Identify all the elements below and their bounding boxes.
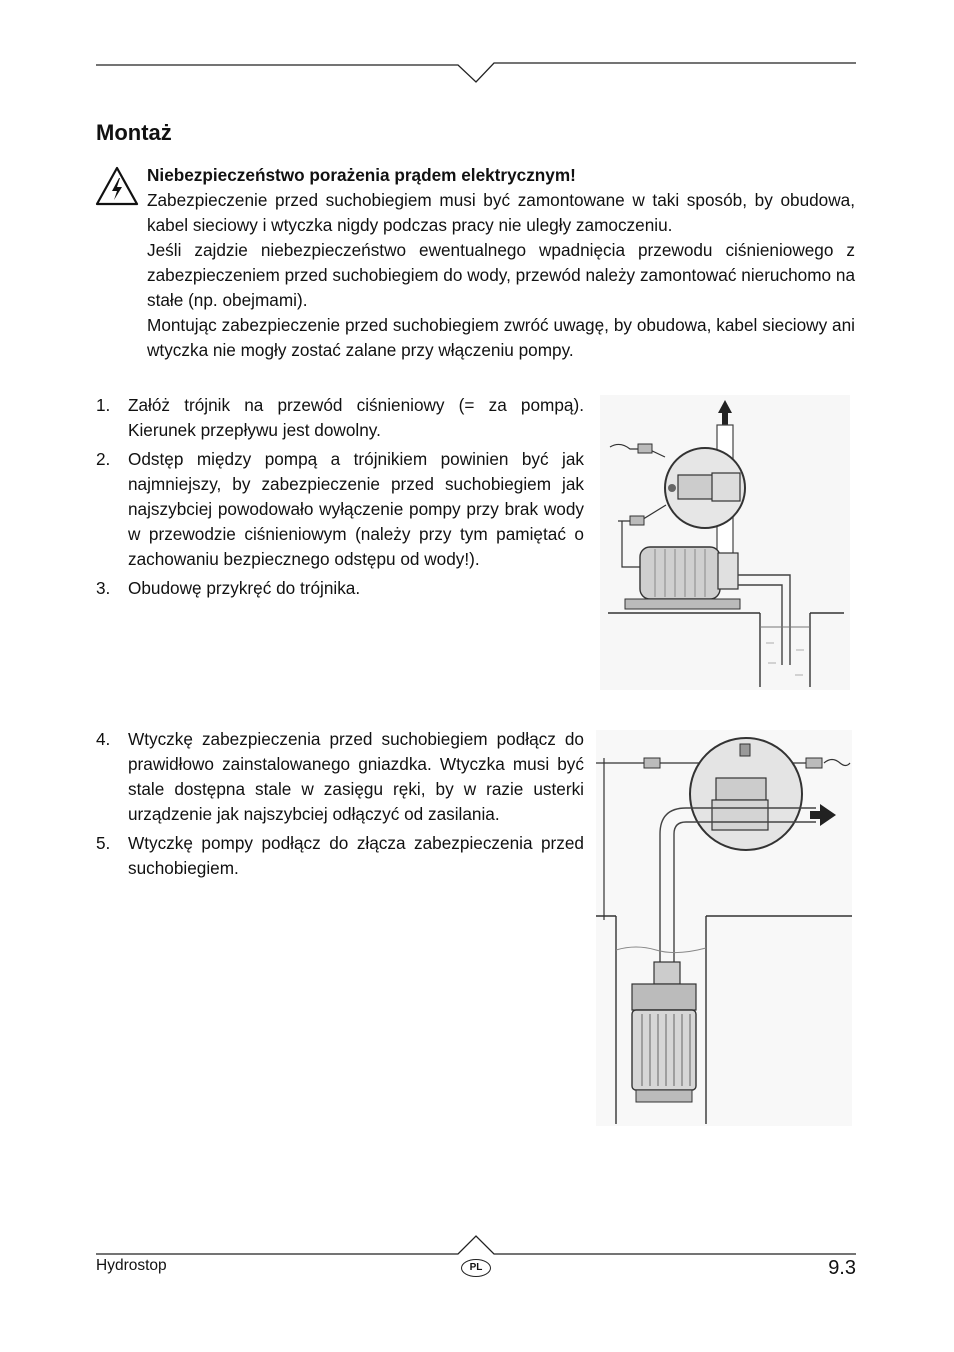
header-rule: [0, 0, 954, 90]
step-text: Obudowę przykręć do trójnika.: [128, 578, 361, 598]
step-number: 1.: [96, 395, 111, 415]
steps-list-1: [96, 393, 584, 605]
surface-pump-illustration: [600, 395, 850, 690]
warning-paragraph: Montując zabezpieczenie przed suchobiegiem zwróć uwagę, by obudowa, kabel sieciowy ani wtyczka nie mogły zostać zalane przy włączeniu pompy.: [147, 315, 855, 360]
step-text: Odstęp między pompą a trójnikiem powinien być jak najmniejszy, by zabezpieczenie przed suchobiegiem jak najszybciej powodowało wyłączenie pompy przy brak wody w przewodzie ciśnieniowym (należy przy tym pamiętać o zachowaniu bezpiecznego odstępu od wody!).: [128, 449, 584, 569]
step-number: 2.: [96, 449, 111, 469]
list-item: [96, 447, 584, 572]
step-number: 5.: [96, 833, 111, 853]
step-number: 3.: [96, 578, 111, 598]
electric-hazard-icon: [95, 166, 139, 206]
footer-product-name: Hydrostop: [96, 1257, 167, 1274]
list-item: [96, 393, 584, 443]
list-item: [96, 727, 584, 827]
steps-list-2: [96, 727, 584, 885]
step-text: Wtyczkę pompy podłącz do złącza zabezpieczenia przed suchobiegiem.: [128, 833, 584, 878]
submersible-pump-illustration: [596, 730, 852, 1126]
page-title: Montaż: [96, 120, 172, 145]
warning-paragraph: Jeśli zajdzie niebezpieczeństwo ewentualnego wpadnięcia przewodu ciśnieniowego z zabezpieczeniem przed suchobiegiem do wody, przewód należy zamontować nieruchomo na stałe (np. obejmami).: [147, 240, 855, 310]
step-number: 4.: [96, 729, 111, 749]
step-text: Załóż trójnik na przewód ciśnieniowy (= za pompą). Kierunek przepływu jest dowolny.: [128, 395, 584, 440]
warning-paragraph: Zabezpieczenie przed suchobiegiem musi być zamontowane w taki sposób, by obudowa, kabel sieciowy i wtyczka nigdy podczas pracy nie uległy zamoczeniu.: [147, 190, 855, 235]
page-number: 9.3: [828, 1257, 856, 1279]
warning-heading: Niebezpieczeństwo porażenia prądem elektrycznym!: [147, 165, 576, 185]
language-badge: PL: [461, 1259, 491, 1277]
step-text: Wtyczkę zabezpieczenia przed suchobiegiem podłącz do prawidłowo zainstalowanego gniazdka. Wtyczka musi być stale dostępna stale w zasięgu ręki, by w razie usterki urządzenie jak najszybciej odłączyć od zasilania.: [128, 729, 584, 824]
list-item: [96, 576, 584, 601]
list-item: [96, 831, 584, 881]
warning-block: [147, 163, 855, 363]
